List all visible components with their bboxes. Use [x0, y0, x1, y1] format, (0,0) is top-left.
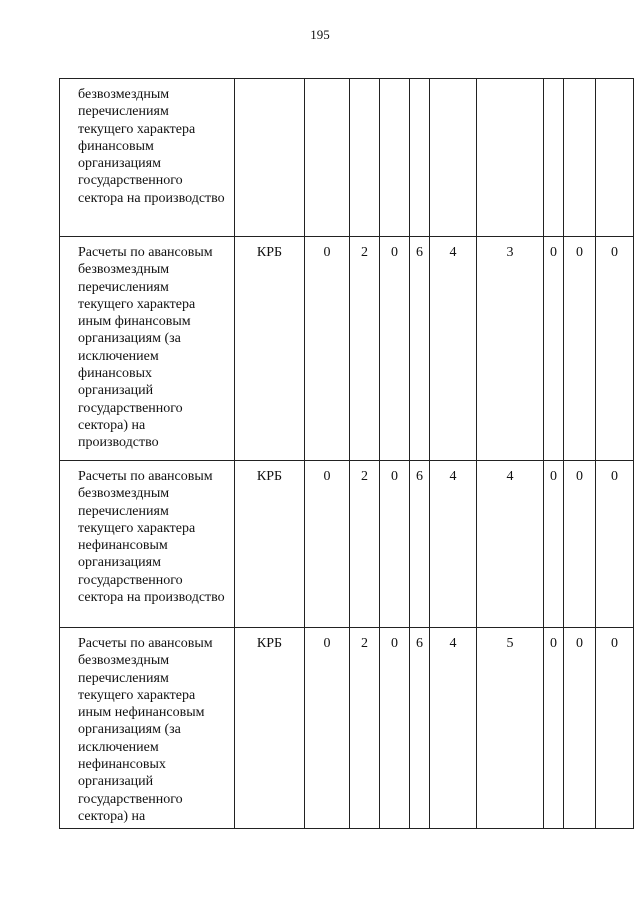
digit-cell [380, 79, 410, 237]
table-row [60, 79, 634, 237]
account-name-cell: Расчеты по авансовым безвозмездным перечислениям текущего характера иным финансовым организациям (за исключением финансовых организаций государственного сектора) на производство [60, 237, 235, 461]
digit-cell [564, 79, 596, 237]
page-number: 195 [310, 27, 330, 42]
digit-cell: 0 [544, 461, 564, 628]
account-name-cell: Расчеты по авансовым безвозмездным перечислениям текущего характера иным нефинансовым организациям (за исключением нефинансовых организаций государственного сектора) на [60, 628, 235, 829]
table-row [60, 628, 634, 829]
digit-cell [350, 79, 380, 237]
table-row [60, 237, 634, 461]
digit-cell [596, 79, 634, 237]
digit-cell [477, 79, 544, 237]
digit-cell: 0 [596, 461, 634, 628]
digit-cell: 0 [596, 628, 634, 829]
digit-cell: 4 [430, 237, 477, 461]
digit-cell: 0 [305, 628, 350, 829]
digit-cell: 4 [477, 461, 544, 628]
digit-cell [430, 79, 477, 237]
digit-cell: 0 [564, 628, 596, 829]
digit-cell: 0 [305, 237, 350, 461]
digit-cell: 6 [410, 237, 430, 461]
digit-cell: 0 [380, 628, 410, 829]
digit-cell: 5 [477, 628, 544, 829]
digit-cell: 2 [350, 628, 380, 829]
budget-code-cell [235, 79, 305, 237]
digit-cell: 0 [564, 461, 596, 628]
digit-cell: 0 [564, 237, 596, 461]
account-name-cell: Расчеты по авансовым безвозмездным перечислениям текущего характера нефинансовым организациям государственного сектора на производство [60, 461, 235, 628]
digit-cell [305, 79, 350, 237]
digit-cell: 0 [596, 237, 634, 461]
digit-cell: 4 [430, 461, 477, 628]
digit-cell: 0 [380, 237, 410, 461]
accounts-table [59, 78, 634, 829]
table-row [60, 461, 634, 628]
digit-cell [544, 79, 564, 237]
digit-cell: 0 [544, 628, 564, 829]
digit-cell: 0 [544, 237, 564, 461]
digit-cell: 3 [477, 237, 544, 461]
budget-code-cell: КРБ [235, 461, 305, 628]
digit-cell: 4 [430, 628, 477, 829]
account-name-cell: безвозмездным перечислениям текущего характера финансовым организациям государственного сектора на производство [60, 79, 235, 237]
digit-cell: 0 [305, 461, 350, 628]
digit-cell: 6 [410, 628, 430, 829]
digit-cell: 2 [350, 237, 380, 461]
digit-cell: 2 [350, 461, 380, 628]
budget-code-cell: КРБ [235, 628, 305, 829]
digit-cell: 0 [380, 461, 410, 628]
digit-cell: 6 [410, 461, 430, 628]
budget-code-cell: КРБ [235, 237, 305, 461]
digit-cell [410, 79, 430, 237]
